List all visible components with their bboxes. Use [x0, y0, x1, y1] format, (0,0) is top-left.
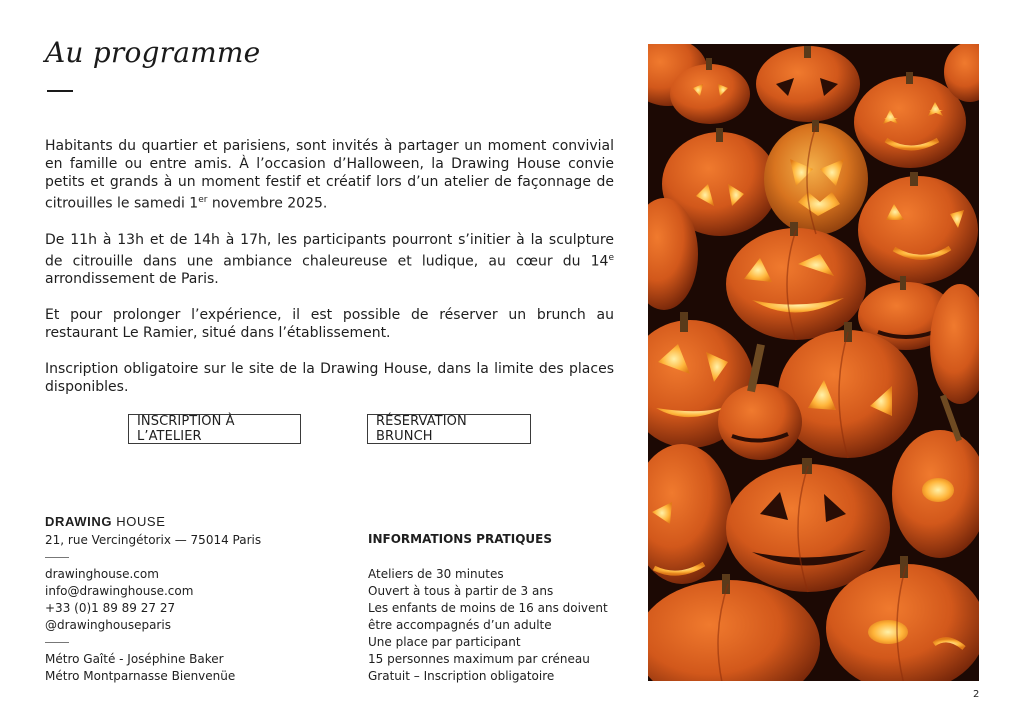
- metro-station-2: Métro Montparnasse Bienvenüe: [45, 669, 236, 683]
- atelier-signup-button[interactable]: INSCRIPTION À L’ATELIER: [128, 414, 301, 444]
- page-number: 2: [973, 689, 980, 700]
- intro-paragraph-1: Habitants du quartier et parisiens, sont invités à partager un moment convivial en famille ou entre amis. À l’occasion d’Halloween, la Drawing House convie petits et grands à un moment festif et créatif lors d’un atelier de façonnage de citrouilles le samedi 1er novembre 2025.: [45, 138, 614, 212]
- address: 21, rue Vercingétorix — 75014 Paris: [45, 533, 262, 547]
- pumpkin: [756, 46, 860, 122]
- title-underline: [47, 90, 73, 92]
- info-item: Gratuit – Inscription obligatoire: [368, 669, 555, 683]
- jack-o-lanterns-illustration: [648, 44, 979, 681]
- divider: [45, 642, 69, 643]
- contact-block: [45, 513, 261, 685]
- website-link[interactable]: drawinghouse.com: [45, 567, 159, 581]
- practical-info: [368, 531, 608, 685]
- brand-name: DRAWING HOUSE: [45, 514, 166, 529]
- pumpkins-photo: [648, 44, 979, 681]
- intro-text: [45, 137, 614, 414]
- practical-info-title: INFORMATIONS PRATIQUES: [368, 532, 552, 546]
- info-item: Ouvert à tous à partir de 3 ans: [368, 584, 554, 598]
- email-link[interactable]: info@drawinghouse.com: [45, 584, 194, 598]
- divider: [45, 557, 69, 558]
- page-title: Au programme: [45, 36, 261, 69]
- intro-paragraph-3: Et pour prolonger l’expérience, il est possible de réserver un brunch au restaurant Le Ramier, situé dans l’établissement.: [45, 307, 614, 342]
- metro-station-1: Métro Gaîté - Joséphine Baker: [45, 652, 224, 666]
- intro-paragraph-4: Inscription obligatoire sur le site de la Drawing House, dans la limite des places disponibles.: [45, 361, 614, 396]
- info-item: Une place par participant: [368, 635, 521, 649]
- info-item: Les enfants de moins de 16 ans doivent: [368, 601, 608, 615]
- phone-number: +33 (0)1 89 89 27 27: [45, 601, 176, 615]
- social-handle[interactable]: @drawinghouseparis: [45, 618, 171, 632]
- intro-paragraph-2: De 11h à 13h et de 14h à 17h, les participants pourront s’initier à la sculpture de citrouille dans une ambiance chaleureuse et ludique, au cœur du 14e arrondissement de Paris.: [45, 231, 614, 288]
- info-item: être accompagnés d’un adulte: [368, 618, 552, 632]
- info-item: Ateliers de 30 minutes: [368, 567, 504, 581]
- brunch-booking-button[interactable]: RÉSERVATION BRUNCH: [367, 414, 531, 444]
- info-item: 15 personnes maximum par créneau: [368, 652, 590, 666]
